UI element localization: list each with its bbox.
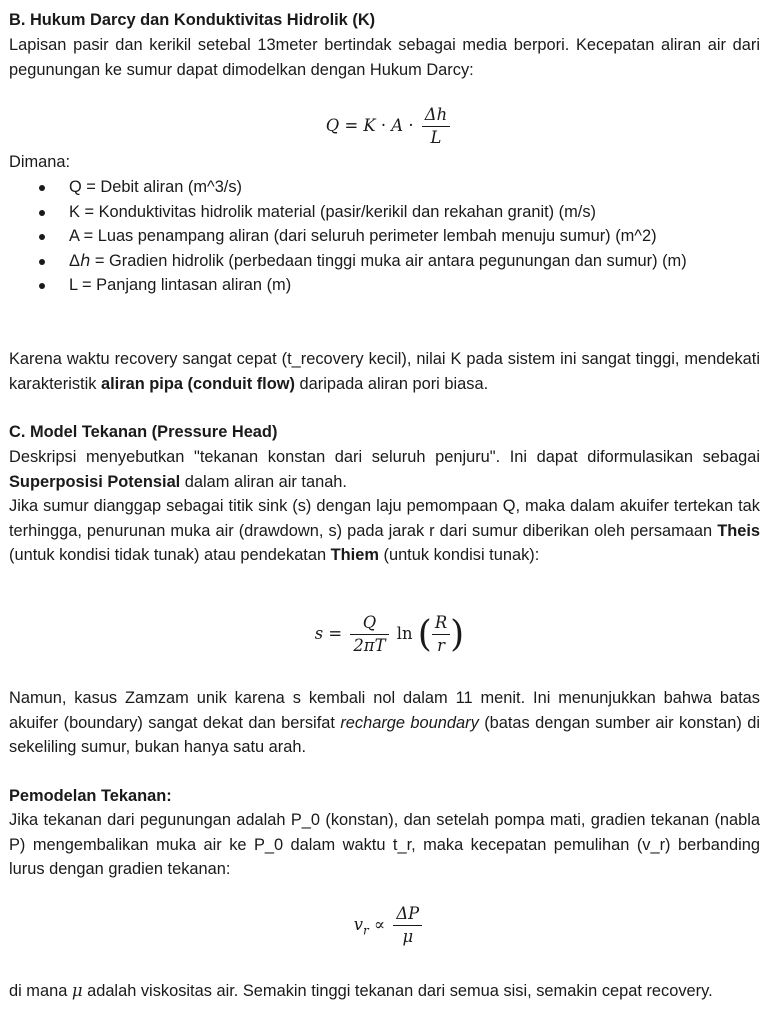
eq-fraction	[350, 612, 388, 657]
bold-term: Theis	[717, 521, 760, 540]
eq-denominator: L	[430, 128, 442, 147]
eq-dot: ·	[408, 116, 414, 135]
list-item: L = Panjang lintasan aliran (m)	[9, 273, 769, 298]
eq-numerator: Δh	[422, 104, 450, 127]
where-label: Dimana:	[9, 153, 71, 171]
darcy-equation	[0, 104, 779, 149]
bullet-icon	[39, 210, 45, 216]
eq-lhs: Q	[325, 116, 340, 135]
section-c-heading: C. Model Tekanan (Pressure Head)	[9, 423, 278, 441]
eq-dot: ·	[380, 116, 387, 135]
eq-lhs: s	[314, 624, 324, 643]
list-item: Δℎ = Gradien hidrolik (perbedaan tinggi muka air antara pegunungan dan sumur) (m)	[9, 249, 769, 274]
eq-proportional: ∝	[374, 915, 386, 934]
right-paren: )	[450, 613, 465, 655]
eq-denominator: μ	[402, 927, 414, 946]
bullet-icon	[39, 234, 45, 240]
bold-term: Thiem	[330, 546, 379, 565]
left-paren: (	[417, 613, 432, 655]
eq-equals: =	[344, 116, 359, 135]
thiem-equation	[0, 612, 779, 657]
list-item: A = Luas penampang aliran (dari seluruh perimeter lembah menuju sumur) (m^2)	[9, 224, 769, 249]
section-c-p2: Jika sumur dianggap sebagai titik sink (s) dengan laju pemompaan Q, maka dalam akuifer tertekan tak terhingga, penurunan muka air (drawdown, s) pada jarak r dari sumur diberikan oleh persamaan Theis (untuk kondisi tidak tunak) atau pendekatan Thiem (untuk kondisi tunak):	[9, 497, 760, 565]
eq-inner-fraction	[432, 612, 450, 657]
eq-subscript: r	[363, 923, 369, 938]
eq-denominator: 2πT	[353, 636, 386, 655]
eq-inner-denominator: r	[437, 636, 445, 655]
recovery-equation	[0, 903, 779, 948]
list-item: K = Konduktivitas hidrolik material (pasir/kerikil dan rekahan granit) (m/s)	[9, 200, 769, 225]
section-b-conclusion: Karena waktu recovery sangat cepat (t_recovery kecil), nilai K pada sistem ini sangat tinggi, mendekati karakteristik aliran pipa (conduit flow) daripada aliran pori biasa.	[9, 350, 760, 393]
bold-term: aliran pipa (conduit flow)	[101, 374, 295, 393]
list-item: Q = Debit aliran (m^3/s)	[9, 175, 769, 200]
pressure-model-para: Jika tekanan dari pegunungan adalah P_0 (konstan), dan setelah pompa mati, gradien tekanan (nabla P) mengembalikan muka air ke P_0 dalam waktu t_r, maka kecepatan pemulihan (v_r) berbanding lurus dengan gradien tekanan:	[9, 811, 760, 879]
definition-list	[9, 175, 769, 298]
bullet-icon	[39, 185, 45, 191]
eq-numerator: ΔP	[393, 903, 422, 926]
italic-term: recharge boundary	[340, 713, 479, 732]
eq-fraction	[422, 104, 450, 149]
eq-v: $v_r$	[353, 915, 369, 938]
section-c-p1: Deskripsi menyebutkan "tekanan konstan dari seluruh penjuru". Ini dapat diformulasikan sebagai Superposisi Potensial dalam aliran air tanah.	[9, 448, 760, 491]
eq-k: K	[363, 116, 376, 135]
section-b-heading: B. Hukum Darcy dan Konduktivitas Hidrolik (K)	[9, 11, 376, 29]
mu-symbol: μ	[71, 981, 83, 1000]
bullet-icon	[39, 259, 45, 265]
bullet-icon	[39, 283, 45, 289]
eq-ln: ln	[396, 624, 413, 643]
section-b-intro: Lapisan pasir dan kerikil setebal 13meter bertindak sebagai media berpori. Kecepatan aliran air dari pegunungan ke sumur dapat dimodelkan dengan Hukum Darcy:	[9, 36, 760, 79]
bold-term: Superposisi Potensial	[9, 472, 181, 491]
eq-numerator: Q	[350, 612, 388, 635]
pressure-model-heading: Pemodelan Tekanan:	[9, 787, 172, 805]
pressure-model-final: di mana μ adalah viskositas air. Semakin tinggi tekanan dari semua sisi, semakin cepat recovery.	[9, 981, 713, 1000]
eq-inner-numerator: R	[432, 612, 450, 635]
eq-equals: =	[328, 624, 343, 643]
eq-fraction	[393, 903, 422, 948]
eq-a: A	[391, 116, 404, 135]
section-c-p3: Namun, kasus Zamzam unik karena s kembali nol dalam 11 menit. Ini menunjukkan bahwa batas akuifer (boundary) sangat dekat dan bersifat recharge boundary (batas dengan sumber air konstan) di sekeliling sumur, bukan hanya satu arah.	[9, 689, 760, 757]
